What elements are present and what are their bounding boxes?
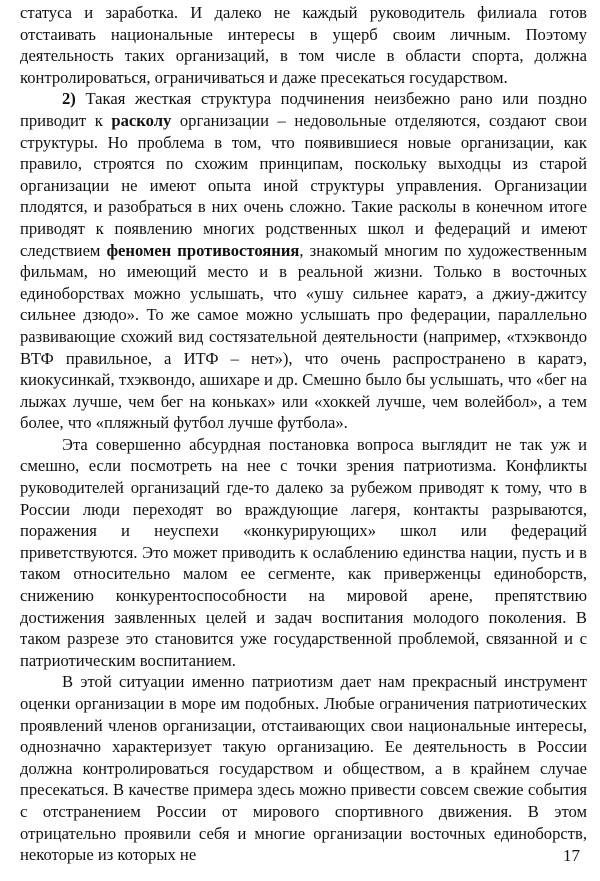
paragraph-item-2 xyxy=(20,88,587,434)
paragraph-patriotism xyxy=(20,671,587,865)
text-run: Эта совершенно абсурдная постановка вопроса выглядит не так уж и смешно, если посмотреть на нее с точки зрения патриотизма. Конфликты руководителей организаций где-то далеко за рубежом приводят к тому, что в России люди переходят во враждующие лагеря, контакты разрываются, поражения и неуспехи «конкурирующих» школ или федераций приветствуются. Это может приводить к ослаблению единства нации, пусть и в таком относительно малом ее сегменте, как приверженцы единоборств, снижению конкурентоспособности на мировой арене, препятствию достижения заявленных целей и задач воспитания молодого поколения. В таком разрезе это становится уже государственной проблемой, связанной и с патриотическим воспитанием. xyxy=(20,434,587,670)
text-run: В этой ситуации именно патриотизм дает нам прекрасный инструмент оценки организации в море им подобных. Любые ограничения патриотических проявлений членов организации, отстаивающих свои национальные интересы, однозначно характеризует такую организацию. Ее деятельность в России должна контролироваться государством и обществом, а в крайнем случае пресекаться. В качестве примера здесь можно привести совсем свежие события с отстранением России от мирового спортивного движения. В этом отрицательно проявили себя и многие организации восточных единоборств, некоторые из которых не xyxy=(20,672,587,865)
text-run: организации – недовольные отделяются, создают свои структуры. Но проблема в том, что появившиеся новые организации, как правило, строятся по схожим принципам, поскольку выходцы из старой организации не имеют опыта иной структуры управления. Организации плодятся, и разобраться в них очень сложно. Такие расколы в конечном итоге приводят к появлению многих родственных школ и федераций и имеют следствием xyxy=(20,110,587,260)
term-phenomenon: феномен противостояния xyxy=(106,240,300,260)
text-run: Такая жесткая структура подчинения неизбежно рано или поздно приводит к xyxy=(20,89,587,130)
page-body xyxy=(20,2,587,866)
item-number: 2) xyxy=(62,89,76,109)
term-raskol: расколу xyxy=(111,110,172,130)
page-number: 17 xyxy=(563,846,580,865)
paragraph-absurd-question xyxy=(20,434,587,672)
text-run: , знакомый многим по художественным фильмам, но имеющий место и в реальной жизни. Только в восточных единоборствах можно услышать, что «ушу сильнее каратэ, а джиу-джитсу сильнее дзюдо». То же самое можно услышать про федерации, параллельно развивающие схожий вид состязательной деятельности (например, «тхэквондо ВТФ правильное, а ИТФ – нет»), что очень распространено в каратэ, киокусинкай, тхэквондо, ашихаре и др. Смешно было бы услышать, что «бег на лыжах лучше, чем бег на коньках» или «хоккей лучше, чем волейбол», а тем более, что «пляжный футбол лучше футбола». xyxy=(20,240,587,433)
text-run: статуса и заработка. И далеко не каждый руководитель филиала готов отстаивать национальные интересы в ущерб своим личным. Поэтому деятельность таких организаций, в том числе в области спорта, должна контролироваться, ограничиваться и даже пресекаться государством. xyxy=(20,3,587,87)
paragraph-continuation xyxy=(20,2,587,88)
